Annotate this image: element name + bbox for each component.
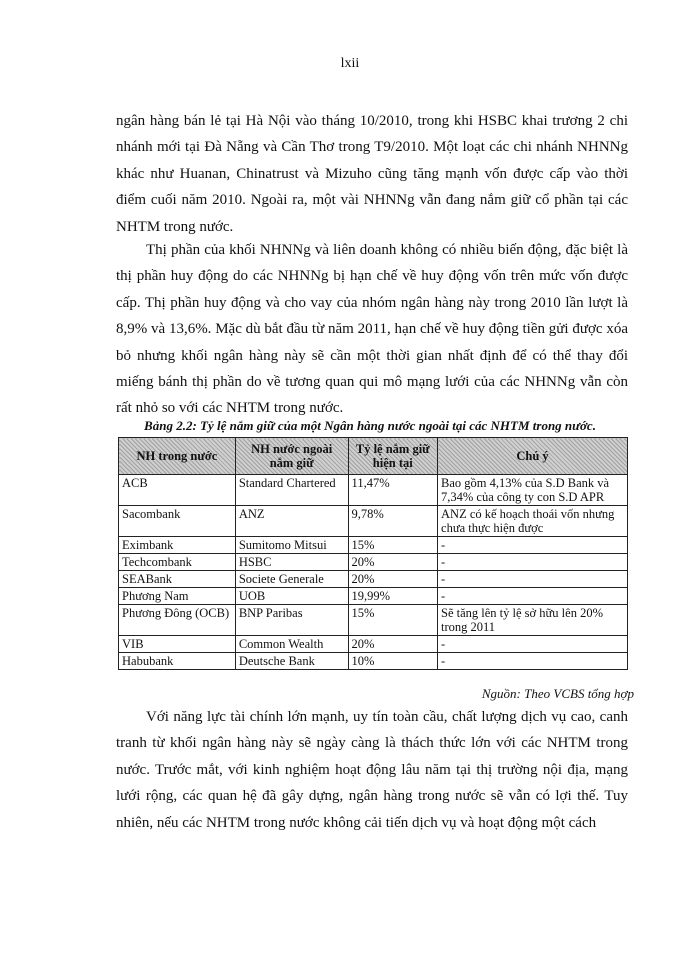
- table-cell: ACB: [119, 475, 236, 506]
- table-cell: Common Wealth: [235, 636, 348, 653]
- table-cell: 10%: [348, 653, 437, 670]
- table-source: Nguồn: Theo VCBS tổng hợp: [481, 686, 634, 701]
- table-cell: -: [438, 636, 628, 653]
- table-cell: Phương Nam: [119, 588, 236, 605]
- table-row: [119, 475, 628, 506]
- table-row: [119, 554, 628, 571]
- table-cell: Deutsche Bank: [235, 653, 348, 670]
- table-row: [119, 537, 628, 554]
- table-cell: ANZ có kế hoạch thoái vốn nhưng chưa thực hiện được: [438, 506, 628, 537]
- table-cell: 20%: [348, 636, 437, 653]
- table-cell: -: [438, 554, 628, 571]
- table-cell: 9,78%: [348, 506, 437, 537]
- table-cell: 11,47%: [348, 475, 437, 506]
- table-cell: Eximbank: [119, 537, 236, 554]
- table-row: [119, 653, 628, 670]
- table-cell: 20%: [348, 554, 437, 571]
- table-cell: ANZ: [235, 506, 348, 537]
- table-cell: Standard Chartered: [235, 475, 348, 506]
- ownership-table: [118, 437, 628, 670]
- table-cell: -: [438, 571, 628, 588]
- table-cell: Sẽ tăng lên tỷ lệ sở hữu lên 20% trong 2011: [438, 605, 628, 636]
- table-row: [119, 588, 628, 605]
- table-cell: -: [438, 537, 628, 554]
- table-cell: 20%: [348, 571, 437, 588]
- table-cell: 15%: [348, 537, 437, 554]
- table-cell: 15%: [348, 605, 437, 636]
- paragraph: ngân hàng bán lẻ tại Hà Nội vào tháng 10/2010, trong khi HSBC khai trương 2 chi nhánh mới tại Đà Nẵng và Cần Thơ trong T9/2010. Một loạt các chi nhánh NHNNg khác như Huanan, Chinatrust và Mizuho cũng tăng mạnh vốn được cấp vào thời điểm cuối năm 2010. Ngoài ra, một vài NHNNg vẫn đang nắm giữ cổ phần tại các NHTM trong nước.: [116, 113, 628, 235]
- paragraph: Với năng lực tài chính lớn mạnh, uy tín toàn cầu, chất lượng dịch vụ cao, canh tranh từ khối ngân hàng này sẽ ngày càng là thách thức lớn với các NHTM trong nước. Trước mắt, với kinh nghiệm hoạt động lâu năm tại thị trường nội địa, mạng lưới rộng, các quan hệ đã gây dựng, ngân hàng trong nước sẽ vẫn có lợi thế. Tuy nhiên, nếu các NHTM trong nước không cải tiến dịch vụ và hoạt động một cách: [116, 709, 628, 831]
- table-cell: UOB: [235, 588, 348, 605]
- page-number: lxii: [340, 56, 360, 71]
- table-header-row: [119, 438, 628, 475]
- table-cell: BNP Paribas: [235, 605, 348, 636]
- table-cell: SEABank: [119, 571, 236, 588]
- table-cell: Bao gồm 4,13% của S.D Bank và 7,34% của công ty con S.D APR: [438, 475, 628, 506]
- table-row: [119, 636, 628, 653]
- table-row: [119, 571, 628, 588]
- table-cell: Sumitomo Mitsui: [235, 537, 348, 554]
- table-caption: Bảng 2.2: Tỷ lệ nắm giữ của một Ngân hàng nước ngoài tại các NHTM trong nước.: [144, 418, 596, 433]
- table-cell: VIB: [119, 636, 236, 653]
- table-cell: Habubank: [119, 653, 236, 670]
- table-cell: -: [438, 588, 628, 605]
- table-cell: Phương Đông (OCB): [119, 605, 236, 636]
- table-cell: 19,99%: [348, 588, 437, 605]
- table-cell: Sacombank: [119, 506, 236, 537]
- paragraph: Thị phần của khối NHNNg và liên doanh không có nhiều biến động, đặc biệt là thị phần huy động do các NHNNg bị hạn chế về huy động vốn trên mức vốn được cấp. Thị phần huy động và cho vay của nhóm ngân hàng này trong 2010 lần lượt là 8,9% và 13,6%. Mặc dù bắt đầu từ năm 2011, hạn chế về huy động tiền gửi được xóa bỏ nhưng khối ngân hàng này sẽ cần một thời gian nhất định để có thể thay đổi miếng bánh thị phần do về tương quan qui mô mạng lưới của các NHNNg vẫn còn rất nhỏ so với các NHTM trong nước.: [116, 242, 628, 417]
- table-cell: Techcombank: [119, 554, 236, 571]
- table-row: [119, 506, 628, 537]
- table-cell: Societe Generale: [235, 571, 348, 588]
- column-header: Chú ý: [438, 438, 628, 475]
- table-row: [119, 605, 628, 636]
- column-header: Tỷ lệ nắm giữ hiện tại: [348, 438, 437, 475]
- column-header: NH trong nước: [119, 438, 236, 475]
- table-cell: -: [438, 653, 628, 670]
- column-header: NH nước ngoài nắm giữ: [235, 438, 348, 475]
- table-cell: HSBC: [235, 554, 348, 571]
